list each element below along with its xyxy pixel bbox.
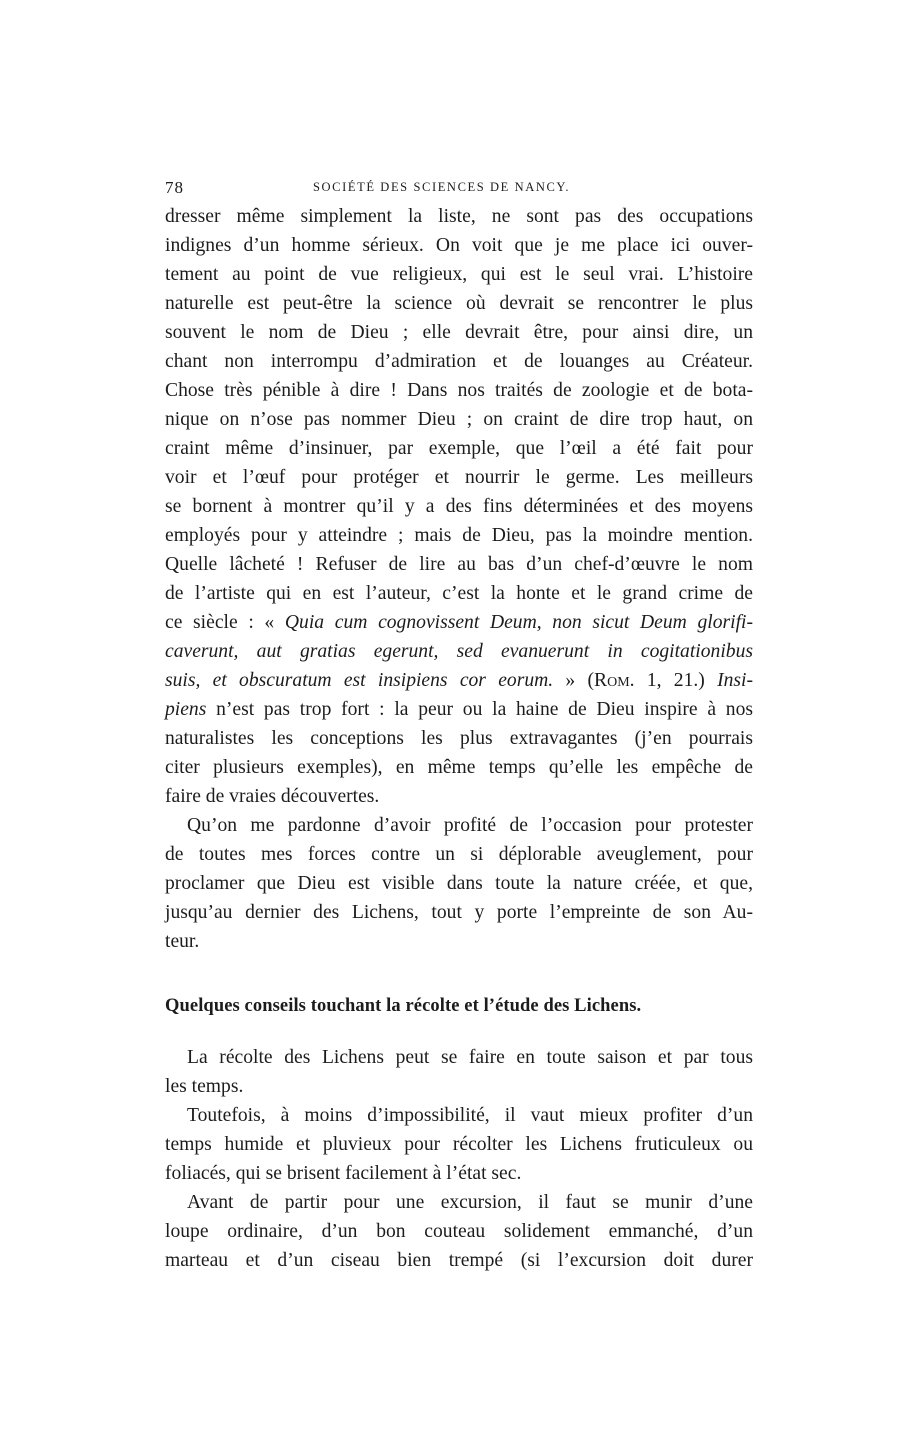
- latin-quote: suis, et obscuratum est insipiens cor eorum.: [165, 670, 554, 691]
- text-line: citer plusieurs exemples), en même temps qu’elle les empêche de: [165, 757, 753, 778]
- text-line: Avant de partir pour une excursion, il faut se munir d’une: [187, 1192, 753, 1213]
- spacer: [165, 1019, 753, 1043]
- text-line: de toutes mes forces contre un si déplorable aveuglement, pour: [165, 844, 753, 865]
- text-line: foliacés, qui se brisent facilement à l’état sec.: [165, 1163, 522, 1184]
- text-line: tement au point de vue religieux, qui est le seul vrai. L’histoire: [165, 264, 753, 285]
- quote-close: » (: [553, 670, 595, 691]
- text-line: Toutefois, à moins d’impossibilité, il vaut mieux profiter d’un: [187, 1105, 753, 1126]
- text-line: jusqu’au dernier des Lichens, tout y porte l’empreinte de son Au-: [165, 902, 753, 923]
- text-line: marteau et d’un ciseau bien trempé (si l’excursion doit durer: [165, 1250, 753, 1271]
- text-line: voir et l’œuf pour protéger et nourrir le germe. Les meilleurs: [165, 467, 753, 488]
- text-line: dresser même simplement la liste, ne sont pas des occupations: [165, 206, 753, 227]
- paragraph-2: [165, 811, 753, 956]
- text-fragment: n’est pas trop fort : la peur ou la haine de Dieu inspire à nos: [206, 699, 753, 720]
- paragraph-1: [165, 202, 753, 811]
- text-line: faire de vraies découvertes.: [165, 786, 380, 807]
- spacer: [165, 956, 753, 993]
- text-line: employés pour y atteindre ; mais de Dieu, pas la moindre mention.: [165, 525, 753, 546]
- text-line: loupe ordinaire, d’un bon couteau solidement emmanché, d’un: [165, 1221, 753, 1242]
- paragraph-3: [165, 1043, 753, 1101]
- running-title: SOCIÉTÉ DES SCIENCES DE NANCY.: [313, 180, 571, 194]
- text-line: de l’artiste qui en est l’auteur, c’est la honte et le grand crime de: [165, 583, 753, 604]
- text-line: nique on n’ose pas nommer Dieu ; on craint de dire trop haut, on: [165, 409, 753, 430]
- text-line: souvent le nom de Dieu ; elle devrait être, pour ainsi dire, un: [165, 322, 753, 343]
- paragraph-5: [165, 1188, 753, 1275]
- text-line: les temps.: [165, 1076, 244, 1097]
- running-head: [165, 178, 753, 202]
- text-line: naturelle est peut-être la science où devrait se rencontrer le plus: [165, 293, 753, 314]
- text-line: Chose très pénible à dire ! Dans nos traités de zoologie et de bota-: [165, 380, 753, 401]
- quote-lead: ce siècle : «: [165, 612, 285, 633]
- book-page: [165, 178, 753, 1275]
- text-line: [165, 695, 753, 724]
- text-line: se bornent à montrer qu’il y a des fins déterminées et des moyens: [165, 496, 753, 517]
- text-line: La récolte des Lichens peut se faire en toute saison et par tous: [187, 1047, 753, 1068]
- text-line-quote-start: [165, 608, 753, 637]
- bible-reference-verse: 1, 21.): [634, 670, 718, 691]
- text-line: Quelle lâcheté ! Refuser de lire au bas d’un chef-d’œuvre le nom: [165, 554, 753, 575]
- text-line-quote: [165, 637, 753, 666]
- text-line-quote-end: [165, 666, 753, 695]
- text-line: chant non interrompu d’admiration et de louanges au Créateur.: [165, 351, 753, 372]
- paragraph-4: [165, 1101, 753, 1188]
- text-line: indignes d’un homme sérieux. On voit que je me place ici ouver-: [165, 235, 753, 256]
- section-heading: Quelques conseils touchant la récolte et l’étude des Lichens.: [165, 996, 642, 1016]
- text-line: craint même d’insinuer, par exemple, que l’œil a été fait pour: [165, 438, 753, 459]
- latin-word: piens: [165, 699, 207, 720]
- text-line: naturalistes les conceptions les plus extravagantes (j’en pourrais: [165, 728, 753, 749]
- text-line: proclamer que Dieu est visible dans toute la nature créée, et que,: [165, 873, 753, 894]
- text-line: teur.: [165, 931, 200, 952]
- latin-quote: Quia cum cognovissent Deum, non sicut Deum glorifi-: [284, 612, 753, 633]
- latin-word: Insi-: [717, 670, 753, 691]
- page-number: 78: [165, 178, 184, 197]
- latin-quote: caverunt, aut gratias egerunt, sed evanuerunt in cogitationibus: [165, 641, 753, 662]
- bible-reference-book: Rom.: [594, 670, 635, 691]
- text-line: temps humide et pluvieux pour récolter les Lichens fruticuleux ou: [165, 1134, 753, 1155]
- text-line: Qu’on me pardonne d’avoir profité de l’occasion pour protester: [187, 815, 753, 836]
